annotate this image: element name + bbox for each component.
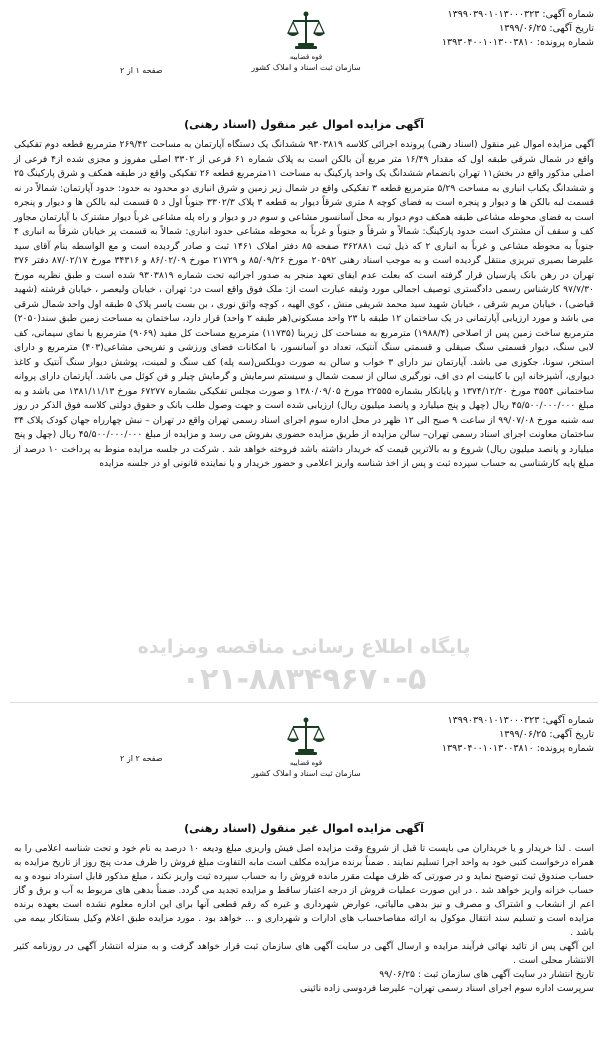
ad-date: تاریخ آگهی: ۱۳۹۹/۰۶/۲۵ bbox=[499, 729, 594, 740]
notice-meta-2 bbox=[442, 714, 594, 756]
scales-of-justice-icon bbox=[285, 716, 327, 758]
page-number: صفحه ۲ از ۲ bbox=[120, 754, 163, 763]
notice-title-1: آگهی مزایده اموال غیر منقول (اسناد رهنی) bbox=[184, 118, 424, 131]
watermark-title: پایگاه اطلاع رسانی مناقصه ومزایده bbox=[137, 636, 471, 658]
registration-org-label: سازمان ثبت اسناد و املاک کشور bbox=[251, 63, 361, 72]
ad-date: تاریخ آگهی: ۱۳۹۹/۰۶/۲۵ bbox=[499, 23, 594, 34]
judiciary-label: قوه قضاییه bbox=[289, 53, 323, 61]
file-number: شماره پرونده: ۱۳۹۳۰۴۰۰۱۰۱۳۰۰۳۸۱۰ bbox=[441, 743, 594, 754]
signature-line: سرپرست اداره سوم اجرای اسناد رسمی تهران– علیرضا فردوسی زاده نائینی bbox=[299, 983, 594, 994]
notice-title-2: آگهی مزایده اموال غیر منقول (اسناد رهنی) bbox=[184, 822, 424, 835]
notice-body-2-text: است . لذا خریدار و یا خریداران می بایست تا قبل از شروع وقت مزایده اصل فیش واریزی مبلغ ودیعه ۱۰ درصد به نام خود و تحت شناسه اعلامی را به همراه درخواست کتبی خود به واحد اجرا تسلیم نمایند . ضمناً برنده مزایده مکلف است مابه التفاوت مبلغ فروش را ظرف مدت پنج روز از تاریخ مزایده به حساب صندوق ثبت توضیح نماید و در صورتی که ظرف مهلت مقرر مانده فروش را به حساب سپرده ثبت واریز نکند ، مبلغ مذکور قابل استرداد نبوده و به حساب خزانه واریز خواهد شد . در این صورت عملیات فروش از درجه اعتبار ساقط و مزایده تجدید می گردد. ضمناً بدهی های مربوط به آب و برق و گاز اعم از انشعاب و اشتراک و مصرف و نیز بدهی مالیاتی، عوارض شهرداری و غیره که رقم قطعی آنها برای این اداره معلوم نشده است بعهده برنده مزایده است و تسلیم سند انتقال موکول به ارائه مفاصاحساب های ادارات و شهرداری و ... خواهد بود . مورد مزایده طبق اعلام وکیل بستانکار بیمه می باشد . bbox=[14, 843, 594, 938]
scales-of-justice-icon bbox=[285, 10, 327, 52]
notice-header-2 bbox=[0, 706, 608, 786]
page-number: صفحه ۱ از ۲ bbox=[120, 66, 163, 75]
publish-date: تاریخ انتشار در سایت آگهی های سازمان ثبت : ۹۹/۰۶/۲۵ bbox=[379, 969, 594, 980]
notice-body-2 bbox=[14, 842, 594, 996]
judiciary-label: قوه قضاییه bbox=[289, 759, 323, 767]
notice-meta-1 bbox=[442, 8, 594, 50]
registration-org-label: سازمان ثبت اسناد و املاک کشور bbox=[251, 769, 361, 778]
notice-body-1 bbox=[14, 138, 594, 472]
notice-body-1-text: آگهی مزایده اموال غیر منقول (اسناد رهنی) پرونده اجرائی کلاسه ۹۳۰۳۸۱۹ ششدانگ یک دستگاه آپارتمان به مساحت ۲۶۹/۴۲ مترمربع قطعه دوم تفکیکی واقع در شمال شرقی طبقه اول که مقدار ۱۶/۴۹ متر مربع آن بالکن است به پلاک شماره ۶۱ فرعی از ۳۳۰۲ اصلی مفروز و مجزی شده از۴ فرعی از اصلی مذکور واقع در بخش۱۱ تهران بانضمام ششدانگ یک واحد پارکینگ به مساحت ۱۱مترمربع قطعه ۲۶ تفکیکی واقع در طبقه همکف و شرق پارکینگ ۲۵ و ششدانگ یکباب انباری به مساحت ۵/۲۹ مترمربع قطعه ۳ تفکیکی واقع در شمال زیر زمین و شرق انباری دو محدود به حدود: حدود آپارتمان: شمالاً در نه قسمت لبه بالکن ها و دیوار و پنجره است به فضای کوچه ۸ متری شرقاً دیوار به قطعه ۳ پلاک ۳۳۰۲/۳ جنوباً اول د ۵ قسمت لبه بالکن ها و دیوار و پنجره است به فضای محوطه مشاعی طبقه همکف دوم دیوار به محل آسانسور مشاعی و سوم در و دیوار و راه پله مشاعی غرباً دیوار مشترک با آپارتمان مجاور کف و سقف آن مشترک است حدود پارکینگ: شمالاً و شرقاً و جنوباً و غرباً به محوطه مشاعی حدود انباری: شمالاً به قسمت پر خیابان شرقاً به انباری ۴ جنوباً به محوطه مشاعی و غرباً به انباری ۲ که ذیل ثبت ۳۶۲۸۸۱ صفحه ۸۵ دفتر املاک ۱۴۶۱ ثبت و صادر گردیده است و مع الواسطه بنام آقای سید علیرضا بصیری تبریزی منتقل گردیده است و به موجب اسناد رهنی ۲۰۵۹۲ مورخ ۸۵/۰۹/۲۶ و ۲۱۷۲۹ مورخ ۸۶/۰۲/۰۹ و ۳۴۳۱۶ مورخ ۸۷/۰۲/۱۷ دفتر ۳۷۶ تهران در رهن بانک پارسیان قرار گرفته است که بعلت عدم ایفای تعهد منجر به صدور اجرائیه تحت شماره ۹۳۰۳۸۱۹ شده است و طبق نظریه مورخ ۹۷/۷/۳۰ کارشناس رسمی دادگستری توصیف اجمالی مورد وثیقه عبارت است از: ملک فوق واقع است در: تهران ، خیابان ولیعصر ، خیابان قرشته (شهید قیاضی) ، خیابان مریم شرقی ، خیابان شهید سید محمد شریفی منش ، کوی الهیه ، کوچه واثق نوری ، بن بست یاسر پلاک ۵ طبقه اول واحد شمال شرقی می باشد و مورد ارزیابی آپارتمانی در یک ساختمان ۱۲ طبقه با ۲۳ واحد مسکونی(هر طبقه ۲ واحد) قرار دارد، ساختمان به مساحت زمین طبق سند(۲۰۵۰) مترمربع ساخت زمین پس از اصلاحی (۱۹۸۸/۴) مترمربع به مساحت کل زیربنا (۱۱۷۳۵) مترمربع مساحت کل مفید (۹۰۶۹) مترمربع با نمای سیمانی، کف لابی سنگ، دیوار قسمتی سنگ صیقلی و قسمتی سنگ آنتیک، تعداد دو آسانسور، با امکانات فضای ورزشی و تفریحی مشاعی(۴۰۳) مترمربع و دارای استخر، سونا، جکوزی می باشد. آپارتمان نیز دارای ۳ خواب و سالن به صورت دوبلکس(سه پله) کف سنگ و لمینت، پوشش دیوار سنگ آنتیک و کاغذ دیواری، آشپزخانه اپن با کابینت ام دی اف، نورگیری سالن از سمت شمال و سیستم سرمایش و گرمایش چیلر و فن کوئل می باشد. آپارتمان دارای پروانه ساختمانی ۳۵۵۴ مورخ ۱۳۷۴/۱۲/۲۰ و پایانکار بشماره ۲۲۵۵۵ مورخ ۱۳۸۰/۰۹/۰۵ و صورت مجلس تفکیکی بشماره ۶۷۲۷۷ مورخ ۱۳۸۱/۱۱/۱۳ می باشد و به مبلغ ۴۵/۵۰۰/۰۰۰/۰۰۰ ریال (چهل و پنج میلیارد و پانصد میلیون ریال) ارزیابی شده است و جهت وصول طلب بانک و حقوق دولتی کلاسه فوق الذکر در روز سه شنبه مورخ ۹۹/۰۷/۰۸ از ساعت ۹ صبح الی ۱۲ ظهر در محل اداره سوم اجرای اسناد رسمی تهران واقع در تهران – نبش چهارراه جهان کودک پلاک ۳۴ ساختمان معاونت اجرای اسناد رسمی تهران– سالن مزایده از طریق مزایده حضوری بفروش می رسد و مزایده از مبلغ ۴۵/۵۰۰/۰۰۰/۰۰۰ ریال (چهل و پنج میلیارد و پانصد میلیون ریال) شروع و به بالاترین قیمت که خریدار داشته باشد فروخته خواهد شد . شرکت در جلسه مزایده منوط به پرداخت ۱۰ درصد از مبلغ پایه کارشناسی به حساب سپرده ثبت و پس از اخذ شناسه واریز اعلامی و حضور خریدار و یا نماینده قانونی او در جلسه مزایده bbox=[14, 139, 595, 469]
judiciary-emblem bbox=[236, 716, 376, 779]
judiciary-emblem bbox=[236, 10, 376, 73]
watermark-phone: ۰۲۱-۸۸۳۴۹۶۷۰-۵ bbox=[181, 662, 427, 697]
ad-number: شماره آگهی: ۱۳۹۹۰۳۹۰۱۰۱۳۰۰۰۳۲۳ bbox=[447, 715, 594, 726]
file-number: شماره پرونده: ۱۳۹۳۰۴۰۰۱۰۱۳۰۰۳۸۱۰ bbox=[441, 37, 594, 48]
publication-note: این آگهی پس از تائید نهائی فرآیند مزایده و ارسال آگهی در سایت آگهی های سازمان ثبت قرار خواهد گرفت و به منزله انتشار آگهی در روزنامه کثیر الانتشار محلی است . bbox=[14, 941, 594, 966]
notice-header-1 bbox=[0, 0, 608, 80]
ad-number: شماره آگهی: ۱۳۹۹۰۳۹۰۱۰۱۳۰۰۰۳۲۳ bbox=[447, 9, 594, 20]
notice-divider bbox=[10, 702, 598, 703]
